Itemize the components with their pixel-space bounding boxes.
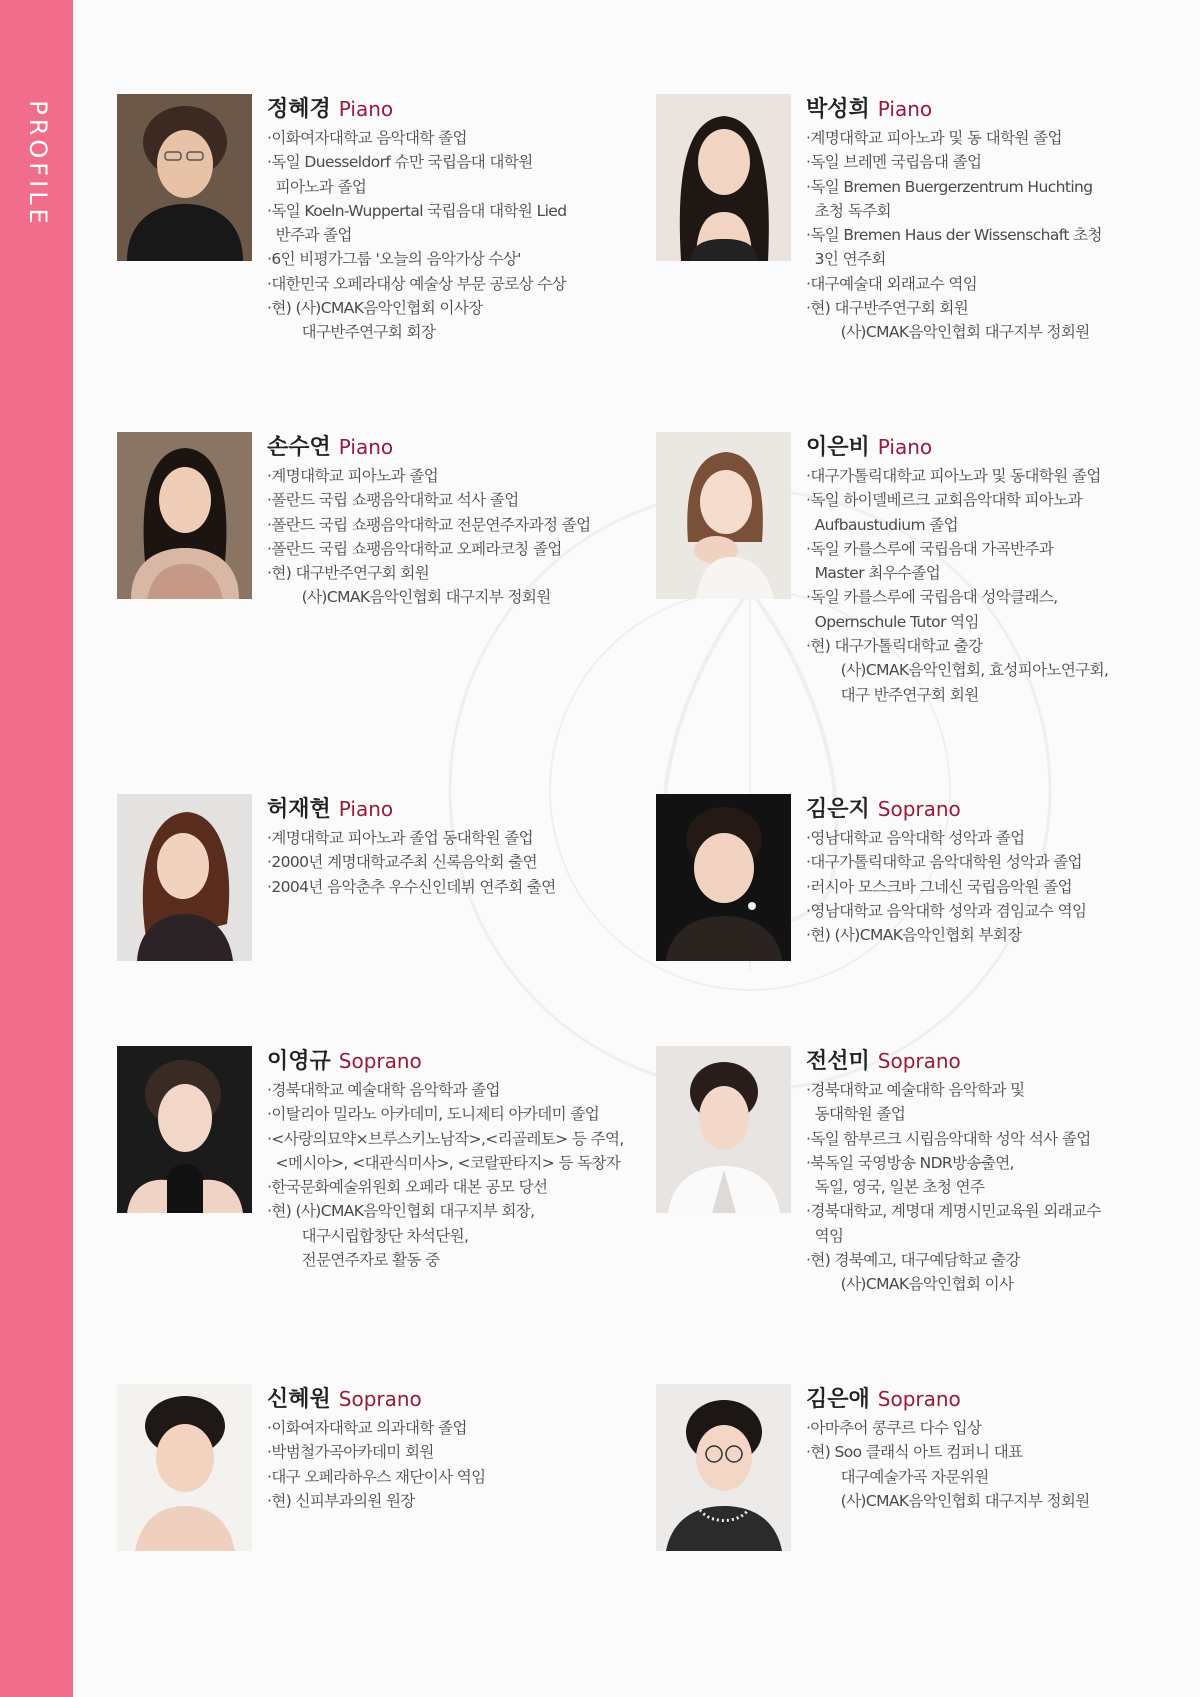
bio-line: ·대구 오페라하우스 재단이사 역임	[267, 1467, 486, 1486]
bio-line: ·대구가톨릭대학교 음악대학원 성악과 졸업	[806, 853, 1083, 872]
bio-line: ·현) (사)CMAK음악인협회 부회장	[806, 926, 1022, 945]
bio-line: ·경북대학교 예술대학 음악학과 졸업	[267, 1081, 500, 1099]
person-name: 이영규	[267, 1049, 331, 1074]
bio-list	[267, 1078, 624, 1272]
person-name: 김은애	[806, 1387, 870, 1412]
bio-line: 초청 독주회	[806, 201, 891, 220]
bio-line: 독일, 영국, 일본 초청 연주	[806, 1178, 985, 1197]
bio-line: ·독일 하이델베르크 교회음악대학 피아노과	[806, 491, 1083, 510]
bio-line: ·현) 신피부과의원 원장	[267, 1491, 415, 1510]
bio-line: 전문연주자로 활동 중	[267, 1251, 440, 1270]
sidebar-label: PROFILE	[24, 100, 52, 228]
bio-list	[267, 126, 607, 345]
person-name: 손수연	[267, 435, 331, 460]
bio-line: ·독일 브레멘 국립음대 졸업	[806, 153, 982, 172]
bio-line: ·현) Soo 클래식 아트 컴퍼니 대표	[806, 1443, 1023, 1462]
bio-line: Opernschule Tutor 역임	[806, 612, 979, 631]
bio-line: ·독일 Bremen Buergerzentrum Huchting	[806, 177, 1093, 196]
person-name: 정혜경	[267, 97, 331, 122]
bio-line: ·북독일 국영방송 NDR방송출연,	[806, 1153, 1014, 1172]
person-name: 허재현	[267, 797, 331, 822]
bio-list	[806, 1416, 1146, 1513]
instrument-part: Piano	[877, 97, 933, 121]
bio-line: 반주과 졸업	[267, 226, 352, 245]
bio-line: ·현) 대구반주연구회 회원	[267, 564, 430, 583]
bio-line: 대구 반주연구회 회원	[806, 685, 979, 704]
instrument-part: Piano	[338, 797, 394, 821]
portrait-photo	[117, 1384, 252, 1551]
bio-line: 대구시립합창단 차석단원,	[267, 1226, 469, 1245]
bio-line: ·현) (사)CMAK음악인협회 이사장	[267, 299, 483, 318]
bio-line: 동대학원 졸업	[806, 1105, 906, 1124]
bio-line: ·독일 함부르크 시립음악대학 성악 석사 졸업	[806, 1129, 1091, 1148]
bio-line: (사)CMAK음악인협회 대구지부 정회원	[806, 1491, 1090, 1510]
portrait-photo	[117, 94, 252, 261]
bio-line: ·현) 대구가톨릭대학교 출강	[806, 637, 983, 656]
bio-line: ·러시아 모스크바 그네신 국립음악원 졸업	[806, 877, 1072, 896]
bio-line: ·폴란드 국립 쇼팽음악대학교 전문연주자과정 졸업	[267, 515, 591, 534]
bio-line: ·독일 카를스루에 국립음대 성악클래스,	[806, 588, 1058, 607]
bio-line: ·대한민국 오페라대상 예술상 부문 공로상 수상	[267, 274, 567, 293]
bio-list	[806, 464, 1146, 707]
bio-line: ·독일 Duesseldorf 슈만 국립음대 대학원	[267, 153, 533, 172]
bio-line: 역임	[806, 1226, 844, 1245]
sidebar	[0, 0, 73, 1697]
person-name: 이은비	[806, 435, 870, 460]
bio-line: ·2000년 계명대학교주최 신록음악회 출연	[267, 853, 537, 872]
bio-line: ·한국문화예술위원회 오페라 대본 공모 당선	[267, 1178, 548, 1197]
portrait-photo	[117, 1046, 252, 1213]
bio-line: ·대구가톨릭대학교 피아노과 및 동대학원 졸업	[806, 467, 1101, 485]
bio-line: ·이화여자대학교 의과대학 졸업	[267, 1419, 467, 1437]
instrument-part: Soprano	[877, 1387, 961, 1411]
bio-line: ·계명대학교 피아노과 졸업	[267, 467, 439, 485]
bio-line: Master 최우수졸업	[806, 564, 941, 583]
bio-line: (사)CMAK음악인협회 대구지부 정회원	[267, 588, 551, 607]
person-name: 김은지	[806, 797, 870, 822]
bio-list	[267, 1416, 607, 1513]
portrait-photo	[656, 1384, 791, 1551]
bio-line: ·<사랑의묘약×브루스키노남작>,<리골레토> 등 주역,	[267, 1129, 624, 1148]
bio-line: (사)CMAK음악인협회, 효성피아노연구회,	[806, 661, 1109, 680]
bio-line: 대구반주연구회 회장	[267, 323, 436, 342]
instrument-part: Piano	[877, 435, 933, 459]
portrait-photo	[117, 794, 252, 961]
bio-list	[806, 826, 1146, 947]
bio-line: ·폴란드 국립 쇼팽음악대학교 석사 졸업	[267, 491, 519, 510]
instrument-part: Soprano	[877, 797, 961, 821]
bio-line: ·경북대학교, 계명대 계명시민교육원 외래교수	[806, 1202, 1101, 1221]
bio-line: ·경북대학교 예술대학 음악학과 및	[806, 1081, 1025, 1099]
bio-line: ·영남대학교 음악대학 성악과 겸임교수 역임	[806, 901, 1087, 920]
bio-line: ·이탈리아 밀라노 아카데미, 도니제티 아카데미 졸업	[267, 1105, 600, 1124]
bio-line: Aufbaustudium 졸업	[806, 515, 959, 534]
portrait-photo	[656, 1046, 791, 1213]
instrument-part: Piano	[338, 97, 394, 121]
bio-line: ·현) (사)CMAK음악인협회 대구지부 회장,	[267, 1202, 535, 1221]
person-name: 전선미	[806, 1049, 870, 1074]
bio-line: 피아노과 졸업	[267, 177, 367, 196]
bio-line: (사)CMAK음악인협회 이사	[806, 1275, 1014, 1294]
bio-list	[806, 126, 1146, 345]
instrument-part: Soprano	[877, 1049, 961, 1073]
bio-line: ·박범철가곡아카데미 회원	[267, 1443, 434, 1462]
bio-line: ·독일 카를스루에 국립음대 가곡반주과	[806, 539, 1054, 558]
bio-list	[267, 826, 607, 899]
bio-line: ·폴란드 국립 쇼팽음악대학교 오페라코칭 졸업	[267, 539, 562, 558]
bio-line: ·독일 Bremen Haus der Wissenschaft 초청	[806, 226, 1102, 245]
bio-line: ·아마추어 콩쿠르 다수 입상	[806, 1419, 982, 1437]
bio-line: ·영남대학교 음악대학 성악과 졸업	[806, 829, 1025, 847]
portrait-photo	[656, 794, 791, 961]
portrait-photo	[656, 432, 791, 599]
bio-line: (사)CMAK음악인협회 대구지부 정회원	[806, 323, 1090, 342]
instrument-part: Piano	[338, 435, 394, 459]
bio-line: 3인 연주회	[806, 250, 886, 269]
person-name: 박성희	[806, 97, 870, 122]
person-name: 신혜원	[267, 1387, 331, 1412]
portrait-photo	[117, 432, 252, 599]
instrument-part: Soprano	[338, 1387, 422, 1411]
bio-list	[806, 1078, 1146, 1297]
bio-line: 대구예술가곡 자문위원	[806, 1467, 989, 1486]
bio-line: ·대구예술대 외래교수 역임	[806, 274, 978, 293]
bio-line: ·계명대학교 피아노과 졸업 동대학원 졸업	[267, 829, 533, 847]
bio-list	[267, 464, 607, 610]
bio-line: <메시아>, <대관식미사>, <코랄판타지> 등 독창자	[267, 1153, 621, 1172]
bio-line: ·계명대학교 피아노과 및 동 대학원 졸업	[806, 129, 1062, 147]
bio-line: ·현) 경북예고, 대구예담학교 출강	[806, 1251, 1020, 1270]
bio-line: ·현) 대구반주연구회 회원	[806, 299, 969, 318]
bio-line: ·6인 비평가그룹 '오늘의 음악가상 수상'	[267, 250, 521, 269]
portrait-photo	[656, 94, 791, 261]
bio-line: ·독일 Koeln-Wuppertal 국립음대 대학원 Lied	[267, 201, 567, 220]
instrument-part: Soprano	[338, 1049, 422, 1073]
bio-line: ·이화여자대학교 음악대학 졸업	[267, 129, 467, 147]
bio-line: ·2004년 음악춘추 우수신인데뷔 연주회 출연	[267, 877, 556, 896]
